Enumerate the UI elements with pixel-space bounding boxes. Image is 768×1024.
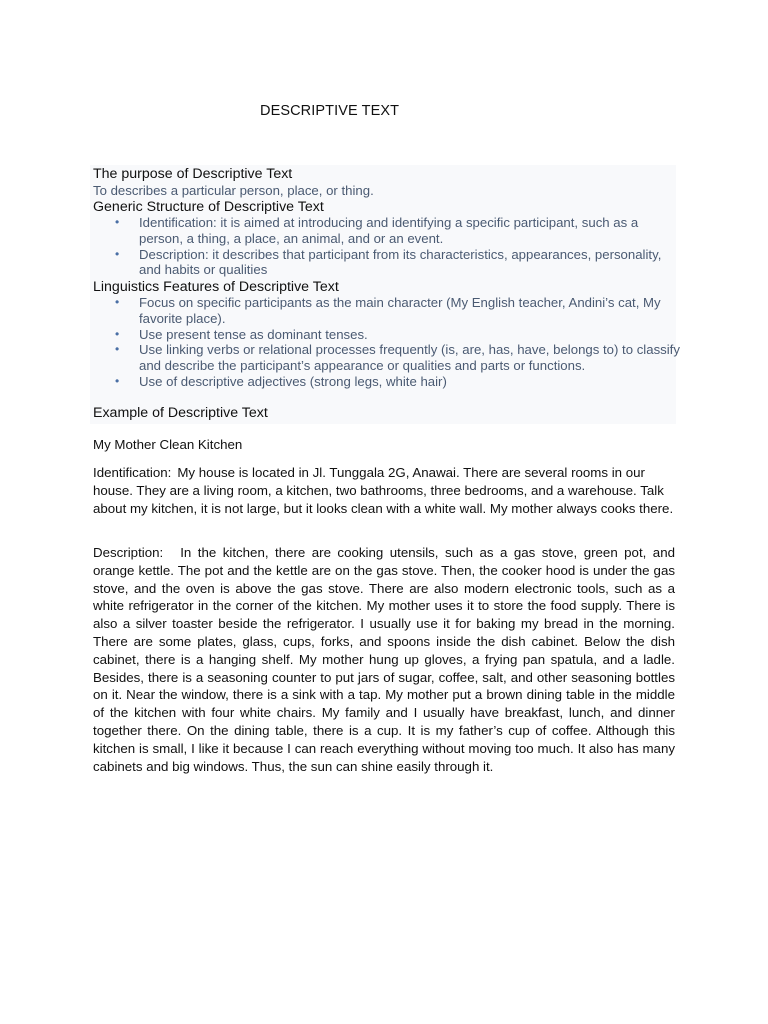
identification-text: My house is located in Jl. Tunggala 2G, Anawai. There are several rooms in our house. They are a living room, a kitchen, two bathrooms, three bedrooms, and a warehouse. Talk about my kitchen, it is not large, but it looks clean with a white wall. My mother always cooks there. — [93, 465, 674, 516]
list-item — [115, 327, 680, 343]
purpose-text: To describes a particular person, place, or thing. — [93, 183, 374, 198]
description-label: Description: — [93, 545, 164, 560]
list-item — [115, 342, 680, 374]
feature-item-linking-verbs: Use linking verbs or relational processes frequently (is, are, has, have, belongs to) to classify and describe the participant’s appearance or qualities and parts or functions. — [139, 342, 680, 374]
feature-item-tense: Use present tense as dominant tenses. — [139, 326, 368, 342]
description-text: In the kitchen, there are cooking utensils, such as a gas stove, green pot, and orange kettle. The pot and the kettle are on the gas stove. Then, the cooker hood is under the gas stove, and the oven is above the gas stove. There are also modern electronic tools, such as a white refrigerator in the corner of the kitchen. My mother uses it to store the food supply. There is also a silver toaster beside the refrigerator. I usually use it for baking my bread in the morning. There are some plates, glass, cups, forks, and spoons inside the dish cabinet. Below the dish cabinet, there is a hanging shelf. My mother hung up gloves, a frying pan spatula, and a ladle. Besides, there is a seasoning counter to put jars of sugar, coffee, salt, and other seasoning bottles on it. Near the window, there is a sink with a tap. My mother put a brown dining table in the middle of the kitchen with four white chairs. My family and I usually have breakfast, lunch, and dinner together there. On the dining table, there is a cup. It is my father’s cup of coffee. Although this kitchen is small, I like it because I can reach everything without moving too much. It also has many cabinets and big windows. Thus, the sun can shine easily through it. — [93, 545, 675, 774]
list-item — [115, 215, 680, 247]
feature-item-participants: Focus on specific participants as the main character (My English teacher, Andini’s cat, My favorite place). — [139, 295, 661, 326]
structure-item-description: Description: it describes that participant from its characteristics, appearances, personality, and habits or qualities — [139, 246, 662, 278]
identification-label: Identification: — [93, 465, 172, 480]
story-title: My Mother Clean Kitchen — [93, 437, 243, 452]
bullet-icon: • — [115, 326, 120, 341]
structure-heading: Generic Structure of Descriptive Text — [93, 199, 324, 215]
bullet-icon: • — [115, 373, 120, 388]
structure-list — [115, 215, 680, 278]
document-title: DESCRIPTIVE TEXT — [260, 103, 400, 119]
list-item — [115, 374, 680, 390]
bullet-icon: • — [115, 342, 120, 357]
list-item — [115, 295, 680, 327]
feature-item-adjectives: Use of descriptive adjectives (strong legs, white hair) — [139, 373, 447, 389]
features-heading: Linguistics Features of Descriptive Text — [93, 279, 339, 295]
structure-item-identification: Identification: it is aimed at introducing and identifying a specific participant, such as a person, a thing, a place, an animal, and or an event. — [139, 215, 639, 246]
description-paragraph — [93, 544, 675, 775]
bullet-icon: • — [115, 246, 120, 261]
bullet-icon: • — [115, 215, 120, 229]
identification-paragraph — [93, 464, 675, 517]
list-item — [115, 247, 680, 279]
example-heading: Example of Descriptive Text — [93, 405, 268, 421]
bullet-icon: • — [115, 295, 120, 309]
features-list — [115, 295, 680, 390]
purpose-heading: The purpose of Descriptive Text — [93, 166, 293, 182]
